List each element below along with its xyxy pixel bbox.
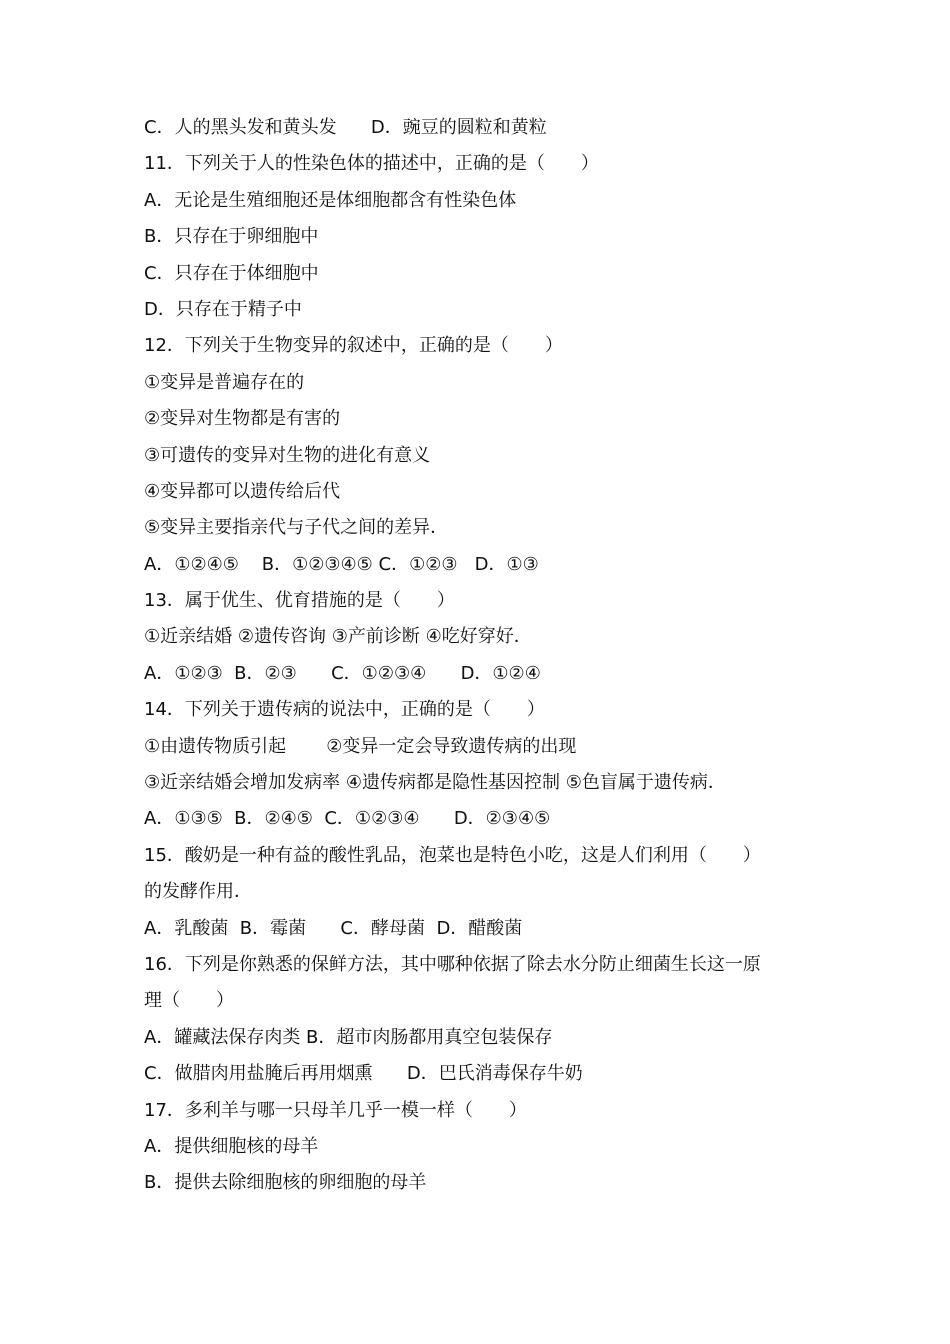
- option-17b: B．提供去除细胞核的卵细胞的母羊: [144, 1172, 427, 1194]
- options-13: A．①②③ B．②③ C．①②③④ D．①②④: [144, 662, 541, 684]
- statement-12-3: ③可遗传的变异对生物的进化有意义: [144, 444, 431, 466]
- question-11: 11．下列关于人的性染色体的描述中，正确的是（ ）: [144, 153, 599, 175]
- statements-14-a: ①由遗传物质引起 ②变异一定会导致遗传病的出现: [144, 735, 577, 757]
- question-12: 12．下列关于生物变异的叙述中，正确的是（ ）: [144, 335, 563, 357]
- statements-13: ①近亲结婚 ②遗传咨询 ③产前诊断 ④吃好穿好．: [144, 626, 532, 648]
- option-11d: D．只存在于精子中: [144, 298, 302, 320]
- question-14: 14．下列关于遗传病的说法中，正确的是（ ）: [144, 699, 545, 721]
- option-11b: B．只存在于卵细胞中: [144, 226, 319, 248]
- statement-12-1: ①变异是普遍存在的: [144, 371, 305, 393]
- options-15: A．乳酸菌 B．霉菌 C．酵母菌 D．醋酸菌: [144, 917, 523, 939]
- question-17: 17．多利羊与哪一只母羊几乎一模一样（ ）: [144, 1099, 527, 1121]
- options-12: A．①②④⑤ B．①②③④⑤ C．①②③ D．①③: [144, 553, 539, 575]
- question-15-cont: 的发酵作用．: [144, 881, 252, 903]
- question-16-cont: 理（ ）: [144, 990, 234, 1012]
- options-14: A．①③⑤ B．②④⑤ C．①②③④ D．②③④⑤: [144, 808, 551, 830]
- options-16-cd: C．做腊肉用盐腌后再用烟熏 D．巴氏消毒保存牛奶: [144, 1063, 583, 1085]
- statement-12-4: ④变异都可以遗传给后代: [144, 480, 341, 502]
- option-17a: A．提供细胞核的母羊: [144, 1135, 319, 1157]
- question-15: 15．酸奶是一种有益的酸性乳品，泡菜也是特色小吃，这是人们利用（ ）: [144, 844, 761, 866]
- options-16-ab: A．罐藏法保存肉类 B．超市肉肠都用真空包装保存: [144, 1026, 553, 1048]
- statement-12-5: ⑤变异主要指亲代与子代之间的差异．: [144, 517, 449, 539]
- option-11a: A．无论是生殖细胞还是体细胞都含有性染色体: [144, 189, 517, 211]
- option-line-10cd: C．人的黑头发和黄头发 D．豌豆的圆粒和黄粒: [144, 117, 547, 138]
- option-11c: C．只存在于体细胞中: [144, 262, 319, 284]
- question-16: 16．下列是你熟悉的保鲜方法，其中哪种依据了除去水分防止细菌生长这一原: [144, 953, 761, 975]
- question-text-block: [144, 110, 824, 1202]
- question-13: 13．属于优生、优育措施的是（ ）: [144, 590, 455, 612]
- statements-14-b: ③近亲结婚会增加发病率 ④遗传病都是隐性基因控制 ⑤色盲属于遗传病．: [144, 772, 726, 794]
- statement-12-2: ②变异对生物都是有害的: [144, 408, 341, 430]
